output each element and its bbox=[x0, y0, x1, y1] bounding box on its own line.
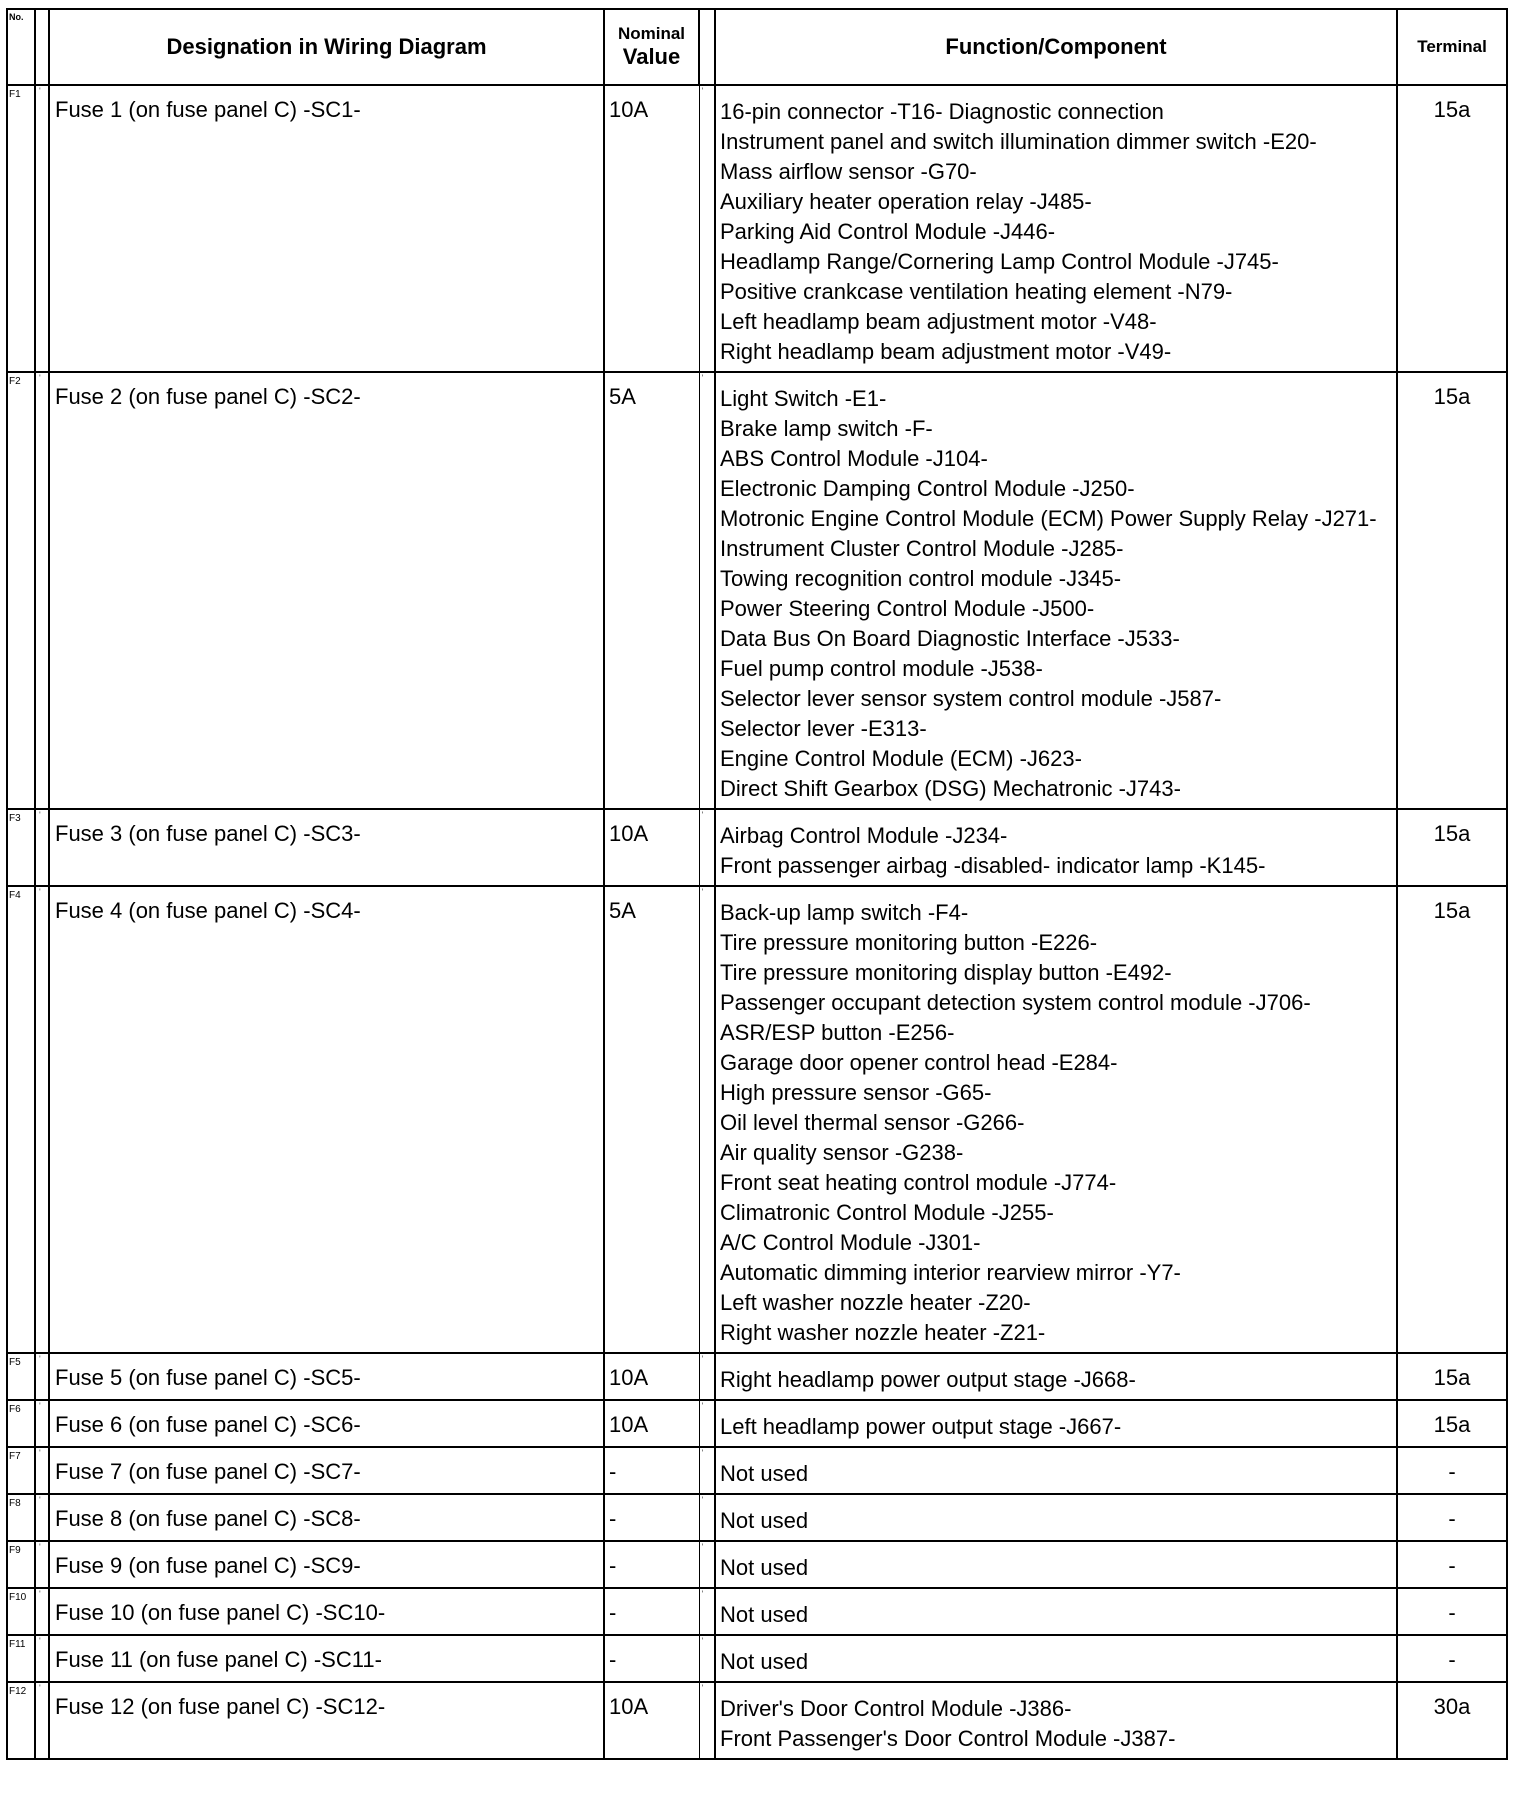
function-item: Positive crankcase ventilation heating element -N79- bbox=[720, 279, 1233, 304]
function-item: Fuel pump control module -J538- bbox=[720, 656, 1043, 681]
function-item: Brake lamp switch -F- bbox=[720, 416, 933, 441]
function-item: High pressure sensor -G65- bbox=[720, 1080, 992, 1105]
function-item: Auxiliary heater operation relay -J485- bbox=[720, 189, 1092, 214]
function-cell bbox=[715, 1494, 1397, 1541]
function-item: Front Passenger's Door Control Module -J387- bbox=[720, 1726, 1176, 1751]
function-item: Mass airflow sensor -G70- bbox=[720, 159, 977, 184]
function-cell bbox=[715, 372, 1397, 809]
blank-cell bbox=[35, 886, 49, 1353]
blank-cell bbox=[35, 1447, 49, 1494]
function-item: 16-pin connector -T16- Diagnostic connection bbox=[720, 99, 1164, 124]
function-item: Right headlamp beam adjustment motor -V49- bbox=[720, 339, 1172, 364]
fuse-rows bbox=[7, 85, 1507, 1759]
function-item: Towing recognition control module -J345- bbox=[720, 566, 1122, 591]
table-row bbox=[7, 886, 1507, 1353]
nominal-value-cell: 10A bbox=[604, 809, 699, 886]
nominal-value-cell: - bbox=[604, 1494, 699, 1541]
terminal-cell: 15a bbox=[1397, 1353, 1507, 1400]
table-row bbox=[7, 1400, 1507, 1447]
header-nominal-value bbox=[604, 9, 699, 85]
function-item: Motronic Engine Control Module (ECM) Power Supply Relay -J271- bbox=[720, 506, 1377, 531]
fuse-table-container bbox=[6, 8, 1506, 1760]
blank-cell bbox=[35, 372, 49, 809]
function-cell bbox=[715, 886, 1397, 1353]
function-item: Airbag Control Module -J234- bbox=[720, 823, 1008, 848]
fuse-number: F11 bbox=[7, 1635, 35, 1682]
function-item: Left headlamp power output stage -J667- bbox=[720, 1414, 1122, 1439]
function-cell bbox=[715, 1400, 1397, 1447]
header-row bbox=[7, 9, 1507, 85]
function-item: Not used bbox=[720, 1508, 809, 1533]
table-row bbox=[7, 809, 1507, 886]
designation-cell: Fuse 6 (on fuse panel C) -SC6- bbox=[49, 1400, 604, 1447]
fuse-number: F3 bbox=[7, 809, 35, 886]
designation-cell: Fuse 2 (on fuse panel C) -SC2- bbox=[49, 372, 604, 809]
nominal-value-cell: 5A bbox=[604, 886, 699, 1353]
function-item: Right headlamp power output stage -J668- bbox=[720, 1367, 1136, 1392]
terminal-cell: - bbox=[1397, 1635, 1507, 1682]
function-item: Passenger occupant detection system control module -J706- bbox=[720, 990, 1311, 1015]
gap-cell bbox=[699, 809, 715, 886]
gap-cell bbox=[699, 372, 715, 809]
function-item: Electronic Damping Control Module -J250- bbox=[720, 476, 1135, 501]
fuse-number: F6 bbox=[7, 1400, 35, 1447]
fuse-number: F8 bbox=[7, 1494, 35, 1541]
function-cell bbox=[715, 1635, 1397, 1682]
header-terminal: Terminal bbox=[1397, 9, 1507, 85]
header-function: Function/Component bbox=[715, 9, 1397, 85]
nominal-value-cell: - bbox=[604, 1541, 699, 1588]
gap-cell bbox=[699, 1588, 715, 1635]
fuse-number: F9 bbox=[7, 1541, 35, 1588]
gap-cell bbox=[699, 1541, 715, 1588]
function-item: Not used bbox=[720, 1555, 809, 1580]
gap-cell bbox=[699, 1353, 715, 1400]
table-row bbox=[7, 1682, 1507, 1759]
function-item: Front seat heating control module -J774- bbox=[720, 1170, 1117, 1195]
function-item: Oil level thermal sensor -G266- bbox=[720, 1110, 1025, 1135]
terminal-cell: 15a bbox=[1397, 372, 1507, 809]
function-item: Climatronic Control Module -J255- bbox=[720, 1200, 1054, 1225]
fuse-number: F7 bbox=[7, 1447, 35, 1494]
header-designation: Designation in Wiring Diagram bbox=[49, 9, 604, 85]
terminal-cell: - bbox=[1397, 1494, 1507, 1541]
function-item: Parking Aid Control Module -J446- bbox=[720, 219, 1056, 244]
function-cell bbox=[715, 1588, 1397, 1635]
designation-cell: Fuse 7 (on fuse panel C) -SC7- bbox=[49, 1447, 604, 1494]
header-no: No. bbox=[7, 9, 35, 85]
function-cell bbox=[715, 809, 1397, 886]
gap-cell bbox=[699, 1400, 715, 1447]
function-item: Instrument Cluster Control Module -J285- bbox=[720, 536, 1124, 561]
function-item: Not used bbox=[720, 1461, 809, 1486]
function-item: Not used bbox=[720, 1602, 809, 1627]
function-item: Data Bus On Board Diagnostic Interface -J533- bbox=[720, 626, 1180, 651]
gap-cell bbox=[699, 1494, 715, 1541]
function-item: Left washer nozzle heater -Z20- bbox=[720, 1290, 1031, 1315]
table-row bbox=[7, 1635, 1507, 1682]
nominal-value-cell: 10A bbox=[604, 1400, 699, 1447]
gap-cell bbox=[699, 886, 715, 1353]
fuse-number: F1 bbox=[7, 85, 35, 372]
function-item: Automatic dimming interior rearview mirror -Y7- bbox=[720, 1260, 1181, 1285]
designation-cell: Fuse 1 (on fuse panel C) -SC1- bbox=[49, 85, 604, 372]
function-item: Air quality sensor -G238- bbox=[720, 1140, 964, 1165]
nominal-value-cell: - bbox=[604, 1447, 699, 1494]
function-item: Right washer nozzle heater -Z21- bbox=[720, 1320, 1046, 1345]
function-cell bbox=[715, 1541, 1397, 1588]
header-blank bbox=[35, 9, 49, 85]
fuse-table bbox=[6, 8, 1508, 1760]
designation-cell: Fuse 5 (on fuse panel C) -SC5- bbox=[49, 1353, 604, 1400]
function-cell bbox=[715, 85, 1397, 372]
blank-cell bbox=[35, 1494, 49, 1541]
function-cell bbox=[715, 1682, 1397, 1759]
terminal-cell: 30a bbox=[1397, 1682, 1507, 1759]
designation-cell: Fuse 10 (on fuse panel C) -SC10- bbox=[49, 1588, 604, 1635]
function-item: Light Switch -E1- bbox=[720, 386, 887, 411]
designation-cell: Fuse 12 (on fuse panel C) -SC12- bbox=[49, 1682, 604, 1759]
terminal-cell: 15a bbox=[1397, 809, 1507, 886]
function-item: ASR/ESP button -E256- bbox=[720, 1020, 955, 1045]
table-row bbox=[7, 1447, 1507, 1494]
fuse-number: F5 bbox=[7, 1353, 35, 1400]
header-nominal-line2: Value bbox=[622, 44, 681, 69]
gap-cell bbox=[699, 1447, 715, 1494]
header-nominal-line1: Nominal bbox=[617, 24, 686, 43]
table-row bbox=[7, 85, 1507, 372]
blank-cell bbox=[35, 1635, 49, 1682]
function-item: Power Steering Control Module -J500- bbox=[720, 596, 1095, 621]
function-item: Back-up lamp switch -F4- bbox=[720, 900, 969, 925]
terminal-cell: - bbox=[1397, 1588, 1507, 1635]
fuse-number: F2 bbox=[7, 372, 35, 809]
table-row bbox=[7, 1494, 1507, 1541]
gap-cell bbox=[699, 85, 715, 372]
terminal-cell: - bbox=[1397, 1541, 1507, 1588]
function-item: Instrument panel and switch illumination dimmer switch -E20- bbox=[720, 129, 1317, 154]
terminal-cell: 15a bbox=[1397, 886, 1507, 1353]
function-item: Driver's Door Control Module -J386- bbox=[720, 1696, 1072, 1721]
blank-cell bbox=[35, 1400, 49, 1447]
nominal-value-cell: 5A bbox=[604, 372, 699, 809]
function-cell bbox=[715, 1353, 1397, 1400]
designation-cell: Fuse 3 (on fuse panel C) -SC3- bbox=[49, 809, 604, 886]
nominal-value-cell: 10A bbox=[604, 1353, 699, 1400]
nominal-value-cell: 10A bbox=[604, 1682, 699, 1759]
function-item: Headlamp Range/Cornering Lamp Control Module -J745- bbox=[720, 249, 1279, 274]
nominal-value-cell: - bbox=[604, 1588, 699, 1635]
fuse-number: F12 bbox=[7, 1682, 35, 1759]
table-row bbox=[7, 1588, 1507, 1635]
fuse-number: F4 bbox=[7, 886, 35, 1353]
blank-cell bbox=[35, 85, 49, 372]
function-item: Garage door opener control head -E284- bbox=[720, 1050, 1118, 1075]
designation-cell: Fuse 8 (on fuse panel C) -SC8- bbox=[49, 1494, 604, 1541]
function-item: Left headlamp beam adjustment motor -V48- bbox=[720, 309, 1157, 334]
function-item: Selector lever -E313- bbox=[720, 716, 927, 741]
nominal-value-cell: - bbox=[604, 1635, 699, 1682]
blank-cell bbox=[35, 1541, 49, 1588]
function-item: ABS Control Module -J104- bbox=[720, 446, 988, 471]
function-item: Tire pressure monitoring display button -E492- bbox=[720, 960, 1172, 985]
function-cell bbox=[715, 1447, 1397, 1494]
function-item: Direct Shift Gearbox (DSG) Mechatronic -J743- bbox=[720, 776, 1181, 801]
terminal-cell: 15a bbox=[1397, 85, 1507, 372]
designation-cell: Fuse 11 (on fuse panel C) -SC11- bbox=[49, 1635, 604, 1682]
nominal-value-cell: 10A bbox=[604, 85, 699, 372]
designation-cell: Fuse 4 (on fuse panel C) -SC4- bbox=[49, 886, 604, 1353]
function-item: A/C Control Module -J301- bbox=[720, 1230, 981, 1255]
fuse-number: F10 bbox=[7, 1588, 35, 1635]
function-item: Front passenger airbag -disabled- indicator lamp -K145- bbox=[720, 853, 1266, 878]
function-item: Engine Control Module (ECM) -J623- bbox=[720, 746, 1082, 771]
blank-cell bbox=[35, 1353, 49, 1400]
table-row bbox=[7, 1541, 1507, 1588]
designation-cell: Fuse 9 (on fuse panel C) -SC9- bbox=[49, 1541, 604, 1588]
terminal-cell: - bbox=[1397, 1447, 1507, 1494]
function-item: Selector lever sensor system control module -J587- bbox=[720, 686, 1222, 711]
function-item: Not used bbox=[720, 1649, 809, 1674]
blank-cell bbox=[35, 1588, 49, 1635]
blank-cell bbox=[35, 809, 49, 886]
blank-cell bbox=[35, 1682, 49, 1759]
gap-cell bbox=[699, 1635, 715, 1682]
header-gap bbox=[699, 9, 715, 85]
gap-cell bbox=[699, 1682, 715, 1759]
table-row bbox=[7, 372, 1507, 809]
terminal-cell: 15a bbox=[1397, 1400, 1507, 1447]
table-row bbox=[7, 1353, 1507, 1400]
function-item: Tire pressure monitoring button -E226- bbox=[720, 930, 1098, 955]
